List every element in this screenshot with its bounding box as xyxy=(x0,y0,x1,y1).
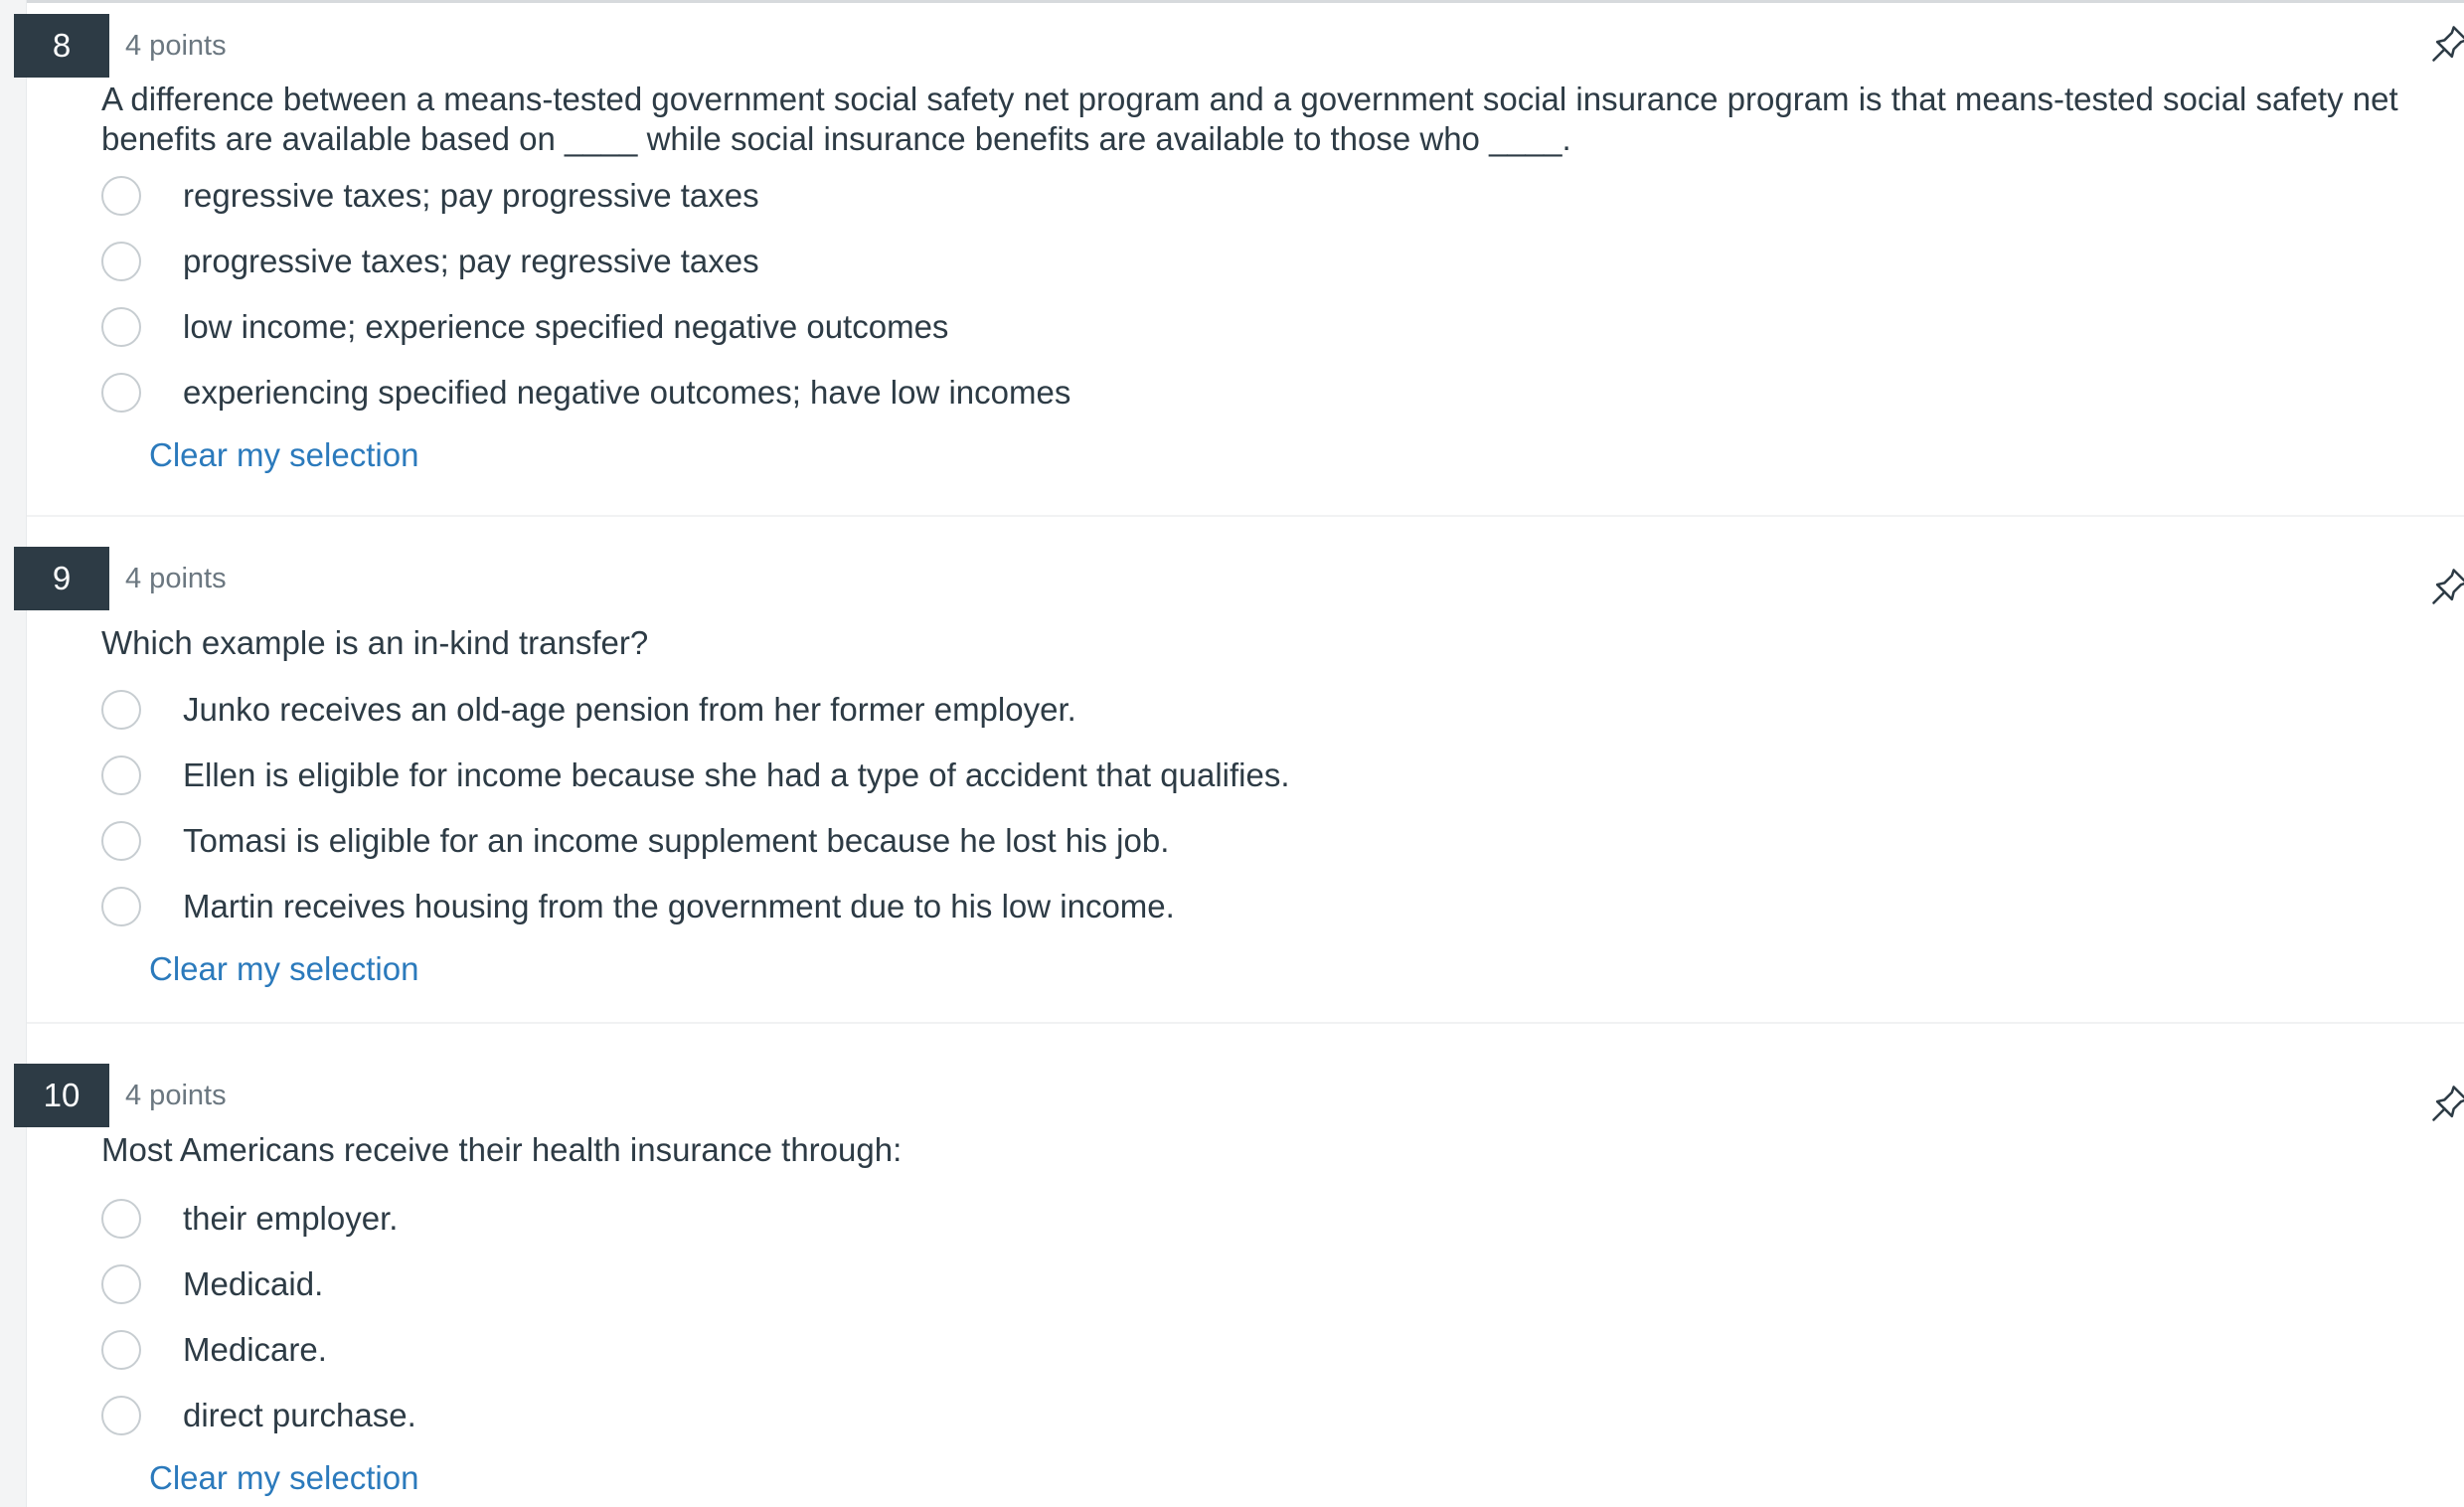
radio-button[interactable] xyxy=(101,755,141,795)
answer-label: direct purchase. xyxy=(183,1397,416,1433)
question-points: 4 points xyxy=(125,563,227,594)
answer-label: Medicaid. xyxy=(183,1265,324,1302)
answer-label: progressive taxes; pay regressive taxes xyxy=(183,243,759,279)
answer-label: Junko receives an old-age pension from her former employer. xyxy=(183,691,1076,728)
question-9 xyxy=(0,517,2464,1024)
answer-list xyxy=(101,163,1070,483)
answer-option[interactable] xyxy=(101,1252,418,1317)
answer-label: regressive taxes; pay progressive taxes xyxy=(183,177,759,214)
answer-label: Ellen is eligible for income because she had a type of accident that qualifies. xyxy=(183,756,1290,793)
answer-option[interactable] xyxy=(101,1317,418,1383)
question-8 xyxy=(0,0,2464,517)
answer-option[interactable] xyxy=(101,743,1290,808)
question-number-badge: 9 xyxy=(14,547,109,610)
question-text: Most Americans receive their health insurance through: xyxy=(101,1131,903,1168)
question-points: 4 points xyxy=(125,30,227,62)
answer-option[interactable] xyxy=(101,360,1070,425)
radio-button[interactable] xyxy=(101,307,141,347)
answer-label: low income; experience specified negative outcomes xyxy=(183,308,949,345)
answer-option[interactable] xyxy=(101,163,1070,229)
answer-option[interactable] xyxy=(101,677,1290,743)
radio-button[interactable] xyxy=(101,1396,141,1435)
clear-selection-link[interactable]: Clear my selection xyxy=(149,1459,419,1496)
question-number-badge: 10 xyxy=(14,1064,109,1127)
clear-selection-link[interactable]: Clear my selection xyxy=(149,436,419,473)
answer-option[interactable] xyxy=(101,1186,418,1252)
clear-selection-link[interactable]: Clear my selection xyxy=(149,950,419,987)
question-text: A difference between a means-tested government social safety net program and a government social insurance program is that means-tested social safety net benefits are available based on ____ while social insurance benefits are available to those who ____. xyxy=(101,81,2398,157)
answer-label: Martin receives housing from the government due to his low income. xyxy=(183,888,1175,924)
radio-button[interactable] xyxy=(101,176,141,216)
answer-option[interactable] xyxy=(101,294,1070,360)
answer-option[interactable] xyxy=(101,874,1290,939)
radio-button[interactable] xyxy=(101,1330,141,1370)
pin-icon[interactable] xyxy=(2428,1082,2464,1125)
radio-button[interactable] xyxy=(101,242,141,281)
question-10 xyxy=(0,1024,2464,1507)
answer-option[interactable] xyxy=(101,229,1070,294)
answer-label: Medicare. xyxy=(183,1331,327,1368)
answer-label: their employer. xyxy=(183,1200,399,1237)
radio-button[interactable] xyxy=(101,1199,141,1239)
question-points: 4 points xyxy=(125,1080,227,1111)
answer-label: experiencing specified negative outcomes; have low incomes xyxy=(183,374,1071,411)
answer-list xyxy=(101,1186,418,1506)
answer-option[interactable] xyxy=(101,808,1290,874)
pin-icon[interactable] xyxy=(2428,22,2464,66)
answer-option[interactable] xyxy=(101,1383,418,1448)
radio-button[interactable] xyxy=(101,373,141,413)
question-text: Which example is an in-kind transfer? xyxy=(101,624,649,661)
radio-button[interactable] xyxy=(101,690,141,730)
radio-button[interactable] xyxy=(101,887,141,926)
answer-list xyxy=(101,677,1290,997)
pin-icon[interactable] xyxy=(2428,565,2464,608)
radio-button[interactable] xyxy=(101,821,141,861)
question-number-badge: 8 xyxy=(14,14,109,78)
radio-button[interactable] xyxy=(101,1264,141,1304)
answer-label: Tomasi is eligible for an income supplement because he lost his job. xyxy=(183,822,1170,859)
